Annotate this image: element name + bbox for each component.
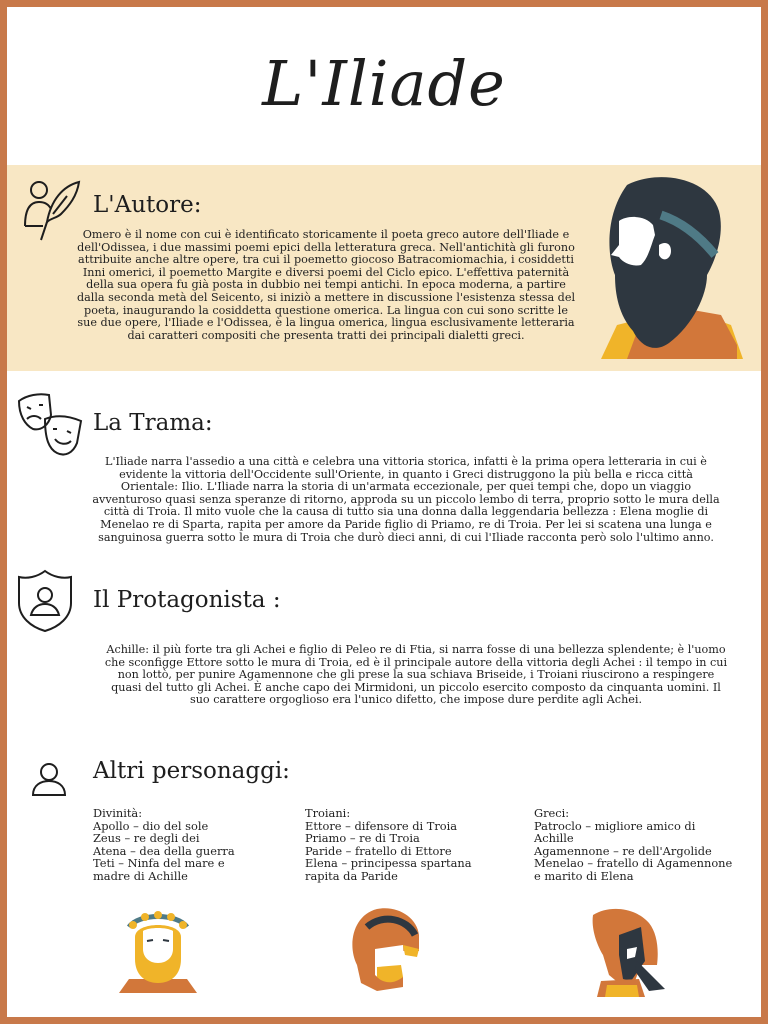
gods-column: [93, 807, 283, 882]
zeus-portrait: [115, 907, 201, 997]
protagonist-heading: Il Protagonista :: [93, 587, 281, 613]
protagonist-text: Achille: il più forte tra gli Achei e figlio di Peleo re di Ftia, si narra fosse di una bellezza splendente; è l'uomo che sconfigge Ettore sotto le mura di Troia, ed è il principale autore della vittoria degli Achei : il tempo in cui non lottò, per punire Agamennone che gli prese la sua schiava Briseide, i Troiani riuscirono a respingere quasi del tutto gli Achei. È anche capo dei Mirmidoni, un piccolo esercito composto da cinquanta uomini. Il suo carattere orgoglioso era l'unico difetto, che impose dure perdite agli Achei.: [104, 643, 728, 707]
homer-portrait: [597, 175, 743, 363]
plot-text: L'Iliade narra l'assedio a una città e celebra una vittoria storica, infatti è la prima opera letteraria in cui è evidente la vittoria dell'Occidente sull'Oriente, in quanto i Greci distruggono la più bella e ricca città Orientale: Ilio. L'Iliade narra la storia di un'armata eccezionale, per quei tempi che, dopo un viaggio avventuroso quasi senza speranze di ritorno, approda su un piccolo lembo di terra, proprio sotto le mura della città di Troia. Il mito vuole che la causa di tutto sia una donna dalla leggendaria bellezza : Elena moglie di Menelao re di Sparta, rapita per amore da Paride figlio di Priamo, re di Troia. Per lei si scatena una lunga e sanguinosa guerra sotto le mura di Troia che durò dieci anni, di cui l'Iliade racconta però solo l'ultimo anno.: [92, 455, 720, 544]
trojans-column: [305, 807, 505, 882]
gods-list: Divinità: Apollo – dio del sole Zeus – re degli dei Atena – dea della guerra Teti – Ninfa del mare e madre di Achille: [93, 806, 235, 883]
greeks-list: Greci: Patroclo – migliore amico di Achille Agamennone – re dell'Argolide Menelao – fratello di Agamennone e marito di Elena: [534, 806, 733, 883]
page: [7, 7, 761, 1017]
greeks-column: [534, 807, 754, 882]
author-heading: L'Autore:: [93, 192, 202, 218]
page-title: L'Iliade: [262, 47, 506, 120]
trojans-list: Troiani: Ettore – difensore di Troia Priamo – re di Troia Paride – fratello di Ettore Elena – principessa spartana rapita da Paride: [305, 806, 472, 883]
theater-masks-icon: [17, 391, 83, 457]
shield-user-icon: [17, 569, 73, 633]
greek-warrior-portrait: [579, 905, 669, 1001]
trojan-warrior-portrait: [347, 905, 427, 999]
others-heading: Altri personaggi:: [93, 758, 290, 784]
plot-heading: La Trama:: [93, 410, 213, 436]
author-text: Omero è il nome con cui è identificato storicamente il poeta greco autore dell'Iliade e dell'Odissea, i due massimi poemi epici della letteratura greca. Nell'antichità gli furono attribuite anche altre opere, tra cui il poemetto giocoso Batracomiomachia, i cosiddetti Inni omerici, il poemetto Margite e diversi poemi del Ciclo epico. L'effettiva paternità della sua opera fu già posta in dubbio nei tempi antichi. In epoca moderna, a partire dalla seconda metà del Seicento, si iniziò a mettere in discussione l'esistenza stessa del poeta, inaugurando la cosiddetta questione omerica. La lingua con cui sono scritte le sue due opere, l'Iliade e l'Odissea, è la lingua omerica, lingua esclusivamente letteraria dai caratteri compositi che presenta tratti dei principali dialetti greci.: [76, 228, 576, 342]
user-icon: [31, 761, 67, 797]
